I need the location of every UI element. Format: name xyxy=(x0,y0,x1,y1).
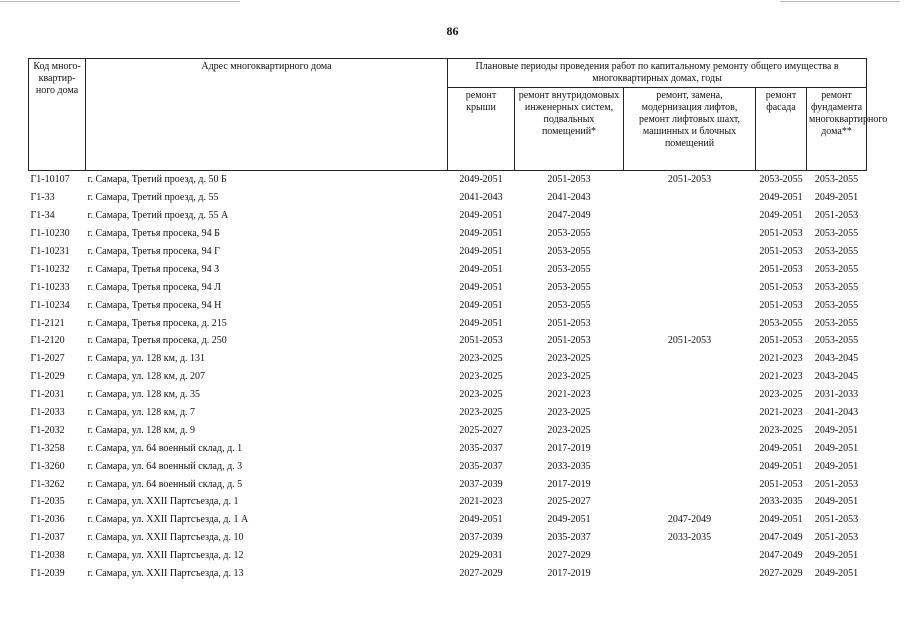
cell-code: Г1-10107 xyxy=(30,174,70,186)
cell-address: г. Самара, ул. XXII Партсъезда, д. 13 xyxy=(87,568,244,580)
cell-roof: 2049-2051 xyxy=(459,263,503,275)
table-row xyxy=(29,225,867,243)
cell-address: г. Самара, Третья просека, 94 Л xyxy=(87,281,221,293)
cell-systems: 2053-2055 xyxy=(547,246,591,257)
cell-code: Г1-2035 xyxy=(30,496,65,508)
cell-facade: 2047-2049 xyxy=(759,532,803,544)
cell-code: Г1-2120 xyxy=(30,335,65,347)
table-row xyxy=(29,475,867,493)
cell-elevators xyxy=(624,207,756,225)
cell-code: Г1-2038 xyxy=(30,550,65,562)
cell-address: г. Самара, ул. 64 военный склад, д. 3 xyxy=(87,460,243,472)
cell-elevators xyxy=(624,457,756,475)
cell-roof: 2049-2051 xyxy=(459,174,503,186)
cell-roof: 2049-2051 xyxy=(459,514,503,526)
cell-facade: 2049-2051 xyxy=(759,210,803,222)
cell-code: Г1-10231 xyxy=(30,246,70,257)
cell-roof: 2023-2025 xyxy=(459,353,503,365)
table-row xyxy=(29,457,867,475)
cell-elevators xyxy=(624,243,756,261)
cell-elevators xyxy=(624,314,756,332)
cell-address: г. Самара, Третья просека, 94 Н xyxy=(87,299,222,311)
cell-code: Г1-2039 xyxy=(30,568,65,580)
cell-code: Г1-2031 xyxy=(30,389,65,401)
cell-foundation: 2043-2045 xyxy=(814,353,859,365)
cell-systems: 2053-2055 xyxy=(547,263,591,275)
cell-roof: 2027-2029 xyxy=(459,568,503,580)
cell-roof: 2023-2025 xyxy=(459,407,503,419)
cell-foundation: 2049-2051 xyxy=(814,460,859,472)
cell-foundation: 2053-2055 xyxy=(814,263,859,275)
cell-facade: 2051-2053 xyxy=(759,299,803,311)
cell-foundation: 2049-2051 xyxy=(814,442,859,454)
cell-elevators xyxy=(624,493,756,511)
cell-roof: 2049-2051 xyxy=(459,210,503,222)
cell-facade: 2051-2053 xyxy=(759,335,803,347)
cell-code: Г1-2121 xyxy=(30,317,65,329)
cell-address: г. Самара, ул. 128 км, д. 207 xyxy=(87,371,206,383)
cell-elevators: 2047-2049 xyxy=(667,514,712,526)
cell-roof: 2051-2053 xyxy=(459,335,503,347)
cell-systems: 2023-2025 xyxy=(547,407,591,419)
cell-address: г. Самара, ул. 128 км, д. 35 xyxy=(87,389,201,401)
cell-roof: 2029-2031 xyxy=(459,550,503,562)
cell-foundation: 2049-2051 xyxy=(814,496,859,508)
cell-code: Г1-2037 xyxy=(30,532,65,544)
cell-foundation: 2051-2053 xyxy=(814,532,859,544)
cell-facade: 2049-2051 xyxy=(759,460,803,472)
cell-foundation: 2049-2051 xyxy=(814,568,859,580)
scan-artifact-line xyxy=(0,1,240,2)
cell-elevators xyxy=(624,386,756,404)
cell-code: Г1-10233 xyxy=(30,281,70,293)
cell-systems: 2041-2043 xyxy=(547,192,591,204)
cell-roof: 2049-2051 xyxy=(459,299,503,311)
table-row xyxy=(29,386,867,404)
header-systems: ремонт внутридомовых инженерных систем, подвальных помещений* xyxy=(515,88,624,171)
cell-foundation: 2051-2053 xyxy=(814,514,859,526)
cell-foundation: 2053-2055 xyxy=(814,335,859,347)
cell-systems: 2047-2049 xyxy=(547,210,591,222)
cell-foundation: 2043-2045 xyxy=(814,371,859,383)
cell-systems: 2023-2025 xyxy=(547,371,591,383)
cell-address: г. Самара, Третья просека, д. 215 xyxy=(87,317,227,329)
cell-elevators xyxy=(624,475,756,493)
cell-elevators xyxy=(624,421,756,439)
cell-foundation: 2049-2051 xyxy=(814,550,859,562)
cell-roof: 2049-2051 xyxy=(459,317,503,329)
cell-foundation: 2053-2055 xyxy=(814,246,859,257)
cell-facade: 2049-2051 xyxy=(759,192,803,204)
header-elevators: ремонт, замена, модернизация лифтов, ремонт лифтовых шахт, машинных и блочных помещений xyxy=(624,88,756,171)
cell-elevators: 2051-2053 xyxy=(667,335,712,347)
table-row xyxy=(29,171,867,189)
cell-roof: 2049-2051 xyxy=(459,281,503,293)
cell-address: г. Самара, ул. 64 военный склад, д. 5 xyxy=(87,478,243,490)
table-row xyxy=(29,278,867,296)
cell-foundation: 2053-2055 xyxy=(814,174,859,186)
cell-code: Г1-2029 xyxy=(30,371,65,383)
cell-facade: 2051-2053 xyxy=(759,478,803,490)
cell-roof: 2041-2043 xyxy=(459,192,503,204)
cell-systems: 2049-2051 xyxy=(547,514,591,526)
cell-code: Г1-2027 xyxy=(30,353,65,365)
cell-elevators xyxy=(624,278,756,296)
cell-address: г. Самара, Третья просека, 94 З xyxy=(87,263,220,275)
cell-roof: 2037-2039 xyxy=(459,532,503,544)
cell-address: г. Самара, ул. 128 км, д. 9 xyxy=(87,424,196,436)
cell-address: г. Самара, ул. XXII Партсъезда, д. 1 А xyxy=(87,514,249,526)
cell-roof: 2049-2051 xyxy=(459,246,503,257)
cell-code: Г1-3260 xyxy=(30,460,65,472)
header-facade: ремонт фасада xyxy=(756,88,807,171)
cell-roof: 2021-2023 xyxy=(459,496,503,508)
cell-elevators: 2033-2035 xyxy=(667,532,712,544)
cell-elevators: 2051-2053 xyxy=(667,174,712,186)
cell-address: г. Самара, Третья просека, д. 250 xyxy=(87,335,227,347)
scan-artifact-line xyxy=(780,1,900,2)
table-row xyxy=(29,421,867,439)
cell-facade: 2021-2023 xyxy=(759,407,803,419)
header-roof: ремонт крыши xyxy=(448,88,515,171)
cell-facade: 2049-2051 xyxy=(759,442,803,454)
table-row xyxy=(29,493,867,511)
header-foundation: ремонт фундамента многоквартирного дома** xyxy=(807,88,867,171)
table-row xyxy=(29,368,867,386)
cell-facade: 2033-2035 xyxy=(759,496,803,508)
cell-roof: 2035-2037 xyxy=(459,460,503,472)
cell-foundation: 2053-2055 xyxy=(814,281,859,293)
cell-foundation: 2053-2055 xyxy=(814,299,859,311)
cell-address: г. Самара, Третья просека, 94 Б xyxy=(87,228,220,240)
cell-code: Г1-2036 xyxy=(30,514,65,526)
capital-repair-schedule-table xyxy=(28,58,888,582)
cell-code: Г1-10230 xyxy=(30,228,70,240)
cell-foundation: 2049-2051 xyxy=(814,424,859,436)
cell-systems: 2053-2055 xyxy=(547,299,591,311)
table-header xyxy=(29,59,888,171)
cell-systems: 2053-2055 xyxy=(547,228,591,240)
header-periods-group: Плановые периоды проведения работ по капитальному ремонту общего имущества в многоквартирных домах, годы xyxy=(448,59,867,88)
cell-facade: 2021-2023 xyxy=(759,371,803,383)
cell-systems: 2023-2025 xyxy=(547,424,591,436)
cell-elevators xyxy=(624,565,756,583)
cell-code: Г1-3262 xyxy=(30,478,65,490)
table-row xyxy=(29,547,867,565)
table-row xyxy=(29,350,867,368)
cell-elevators xyxy=(624,404,756,422)
cell-address: г. Самара, Третья просека, 94 Г xyxy=(87,246,220,257)
cell-facade: 2051-2053 xyxy=(759,281,803,293)
cell-elevators xyxy=(624,368,756,386)
cell-foundation: 2049-2051 xyxy=(814,192,859,204)
cell-systems: 2051-2053 xyxy=(547,174,591,186)
cell-address: г. Самара, ул. XXII Партсъезда, д. 10 xyxy=(87,532,244,544)
cell-address: г. Самара, ул. 64 военный склад, д. 1 xyxy=(87,442,243,454)
table-row xyxy=(29,243,867,261)
cell-facade: 2051-2053 xyxy=(759,246,803,257)
cell-foundation: 2053-2055 xyxy=(814,317,859,329)
cell-facade: 2053-2055 xyxy=(759,317,803,329)
cell-foundation: 2051-2053 xyxy=(814,210,859,222)
cell-facade: 2021-2023 xyxy=(759,353,803,365)
cell-systems: 2021-2023 xyxy=(547,389,591,401)
cell-systems: 2051-2053 xyxy=(547,335,591,347)
cell-address: г. Самара, ул. 128 км, д. 7 xyxy=(87,407,196,419)
cell-roof: 2025-2027 xyxy=(459,424,503,436)
cell-address: г. Самара, ул. XXII Партсъезда, д. 1 xyxy=(87,496,239,508)
cell-systems: 2035-2037 xyxy=(547,532,591,544)
header-address: Адрес многоквартирного дома xyxy=(86,59,448,171)
cell-code: Г1-2033 xyxy=(30,407,65,419)
cell-elevators xyxy=(624,350,756,368)
cell-facade: 2023-2025 xyxy=(759,424,803,436)
cell-systems: 2017-2019 xyxy=(547,568,591,580)
cell-code: Г1-10232 xyxy=(30,263,70,275)
cell-elevators xyxy=(624,189,756,207)
cell-facade: 2047-2049 xyxy=(759,550,803,562)
cell-address: г. Самара, Третий проезд, д. 50 Б xyxy=(87,174,227,186)
table-row xyxy=(29,565,867,583)
cell-roof: 2049-2051 xyxy=(459,228,503,240)
cell-elevators xyxy=(624,296,756,314)
cell-foundation: 2041-2043 xyxy=(814,407,859,419)
cell-roof: 2035-2037 xyxy=(459,442,503,454)
cell-foundation: 2051-2053 xyxy=(814,478,859,490)
cell-facade: 2027-2029 xyxy=(759,568,803,580)
cell-facade: 2023-2025 xyxy=(759,389,803,401)
cell-systems: 2025-2027 xyxy=(547,496,591,508)
cell-address: г. Самара, Третий проезд, д. 55 А xyxy=(87,210,229,222)
cell-systems: 2051-2053 xyxy=(547,317,591,329)
cell-foundation: 2053-2055 xyxy=(814,228,859,240)
cell-facade: 2053-2055 xyxy=(759,174,803,186)
table-row xyxy=(29,296,867,314)
cell-facade: 2051-2053 xyxy=(759,228,803,240)
table-row xyxy=(29,314,867,332)
page-number: 86 xyxy=(446,24,459,38)
table-row xyxy=(29,332,867,350)
cell-elevators xyxy=(624,439,756,457)
table-row xyxy=(29,404,867,422)
cell-systems: 2023-2025 xyxy=(547,353,591,365)
cell-address: г. Самара, Третий проезд, д. 55 xyxy=(87,192,219,204)
cell-elevators xyxy=(624,260,756,278)
cell-systems: 2017-2019 xyxy=(547,478,591,490)
table-row xyxy=(29,529,867,547)
cell-address: г. Самара, ул. XXII Партсъезда, д. 12 xyxy=(87,550,244,562)
cell-code: Г1-3258 xyxy=(30,442,65,454)
cell-systems: 2027-2029 xyxy=(547,550,591,562)
cell-code: Г1-2032 xyxy=(30,424,65,436)
cell-systems: 2033-2035 xyxy=(547,460,591,472)
header-code: Код много-квартир-ного дома xyxy=(29,59,86,171)
cell-systems: 2017-2019 xyxy=(547,442,591,454)
cell-code: Г1-34 xyxy=(30,210,55,222)
table-row xyxy=(29,511,867,529)
cell-facade: 2049-2051 xyxy=(759,514,803,526)
cell-facade: 2051-2053 xyxy=(759,263,803,275)
cell-elevators xyxy=(624,547,756,565)
cell-roof: 2023-2025 xyxy=(459,389,503,401)
cell-roof: 2037-2039 xyxy=(459,478,503,490)
cell-elevators xyxy=(624,225,756,243)
cell-code: Г1-33 xyxy=(30,192,55,204)
table-row xyxy=(29,189,867,207)
cell-systems: 2053-2055 xyxy=(547,281,591,293)
cell-address: г. Самара, ул. 128 км, д. 131 xyxy=(87,353,206,365)
table-body xyxy=(29,171,867,583)
cell-foundation: 2031-2033 xyxy=(814,389,859,401)
cell-roof: 2023-2025 xyxy=(459,371,503,383)
table-row xyxy=(29,439,867,457)
table-row xyxy=(29,207,867,225)
cell-code: Г1-10234 xyxy=(30,299,70,311)
table-row xyxy=(29,260,867,278)
